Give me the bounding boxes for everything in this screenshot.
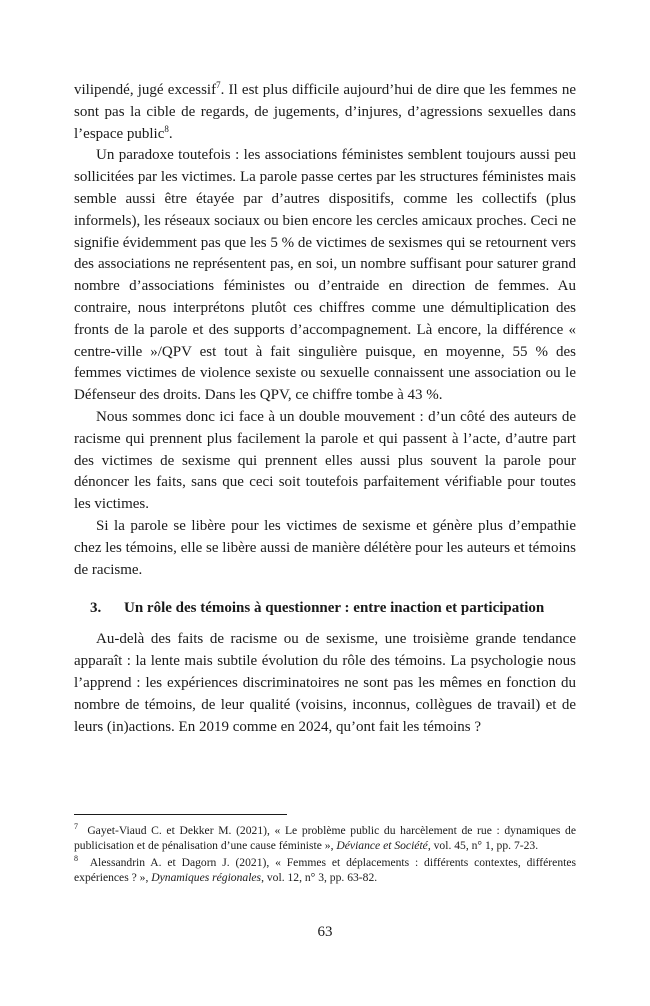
- footnote-7-rest: , vol. 45, n° 1, pp. 7-23.: [427, 839, 539, 852]
- paragraph-2: Un paradoxe toutefois : les associations féministes semblent toujours aussi peu sollicitées par les victimes. La parole passe certes par les structures féministes mais semble aussi être étayée par d’autres dispositifs, comme les collectifs (plus informels), les réseaux sociaux ou bien encore les cercles amicaux proches. Ceci ne signifie évidemment pas que les 5 % de victimes de sexismes qui se retournent vers des associations ne représentent pas, en soi, un nombre suffisant pour saturer grand nombre d’associations féministes ou d’entraide en direction de femmes. Au contraire, nous interprétons plutôt ces chiffres comme une démultiplication des fronts de la parole et des supports d’accompagnement. Là encore, la différence « centre-ville »/QPV est tout à fait singulière puisque, en moyenne, 55 % des femmes victimes de violence sexiste ou sexuelle connaissent une association ou le Défenseur des droits. Dans les QPV, ce chiffre tombe à 43 %.: [74, 147, 576, 404]
- paragraph-1-text-a: vilipendé, jugé excessif: [74, 82, 217, 98]
- paragraph-1: [74, 80, 576, 145]
- paragraph-1-text-b: . Il est plus difficile aujourd’hui de dire que les femmes ne sont pas la cible de regards, de jugements, d’injures, d’agressions sexuelles dans l’espace public: [74, 82, 576, 142]
- footnote-marker-8: 8: [74, 854, 78, 864]
- paragraph-3: Nous sommes donc ici face à un double mouvement : d’un côté des auteurs de racisme qui prennent plus facilement la parole et qui passent à l’acte, d’autre part des victimes de sexisme qui prennent elles aussi plus souvent la parole pour dénoncer les faits, sans que ceci soit toutefois parfaitement vérifiable pour toutes les victimes.: [74, 408, 576, 513]
- footnotes: [74, 823, 576, 887]
- paragraph-4: Si la parole se libère pour les victimes de sexisme et génère plus d’empathie chez les témoins, elle se libère aussi de manière délétère pour les auteurs et témoins de racisme.: [74, 517, 576, 578]
- section-heading: [74, 597, 576, 619]
- footnote-8-journal: Dynamiques régionales: [151, 871, 262, 884]
- footnote-7-text: Gayet-Viaud C. et Dekker M. (2021), « Le problème public du harcèlement de rue : dynamiques de publicisation et de pénalisation d’une cause féministe »,: [74, 824, 577, 852]
- footnote-8: [74, 855, 576, 885]
- footnote-marker-7: 7: [74, 822, 78, 832]
- paragraph-5: Au-delà des faits de racisme ou de sexisme, une troisième grande tendance apparaît : la lente mais subtile évolution du rôle des témoins. La psychologie nous l’apprend : les expériences discriminatoires ne sont pas les mêmes en fonction du nombre de témoins, de leur qualité (voisins, inconnus, collègues de travail) et de leurs (in)actions. En 2019 comme en 2024, qu’ont fait les témoins ?: [74, 631, 576, 735]
- footnote-8-text: Alessandrin A. et Dagorn J. (2021), « Femmes et déplacements : différents contextes, différentes expériences ? »,: [74, 856, 576, 884]
- footnote-ref-7[interactable]: 7: [216, 80, 221, 90]
- page-number: 63: [317, 924, 333, 940]
- paragraph-1-text-c: .: [168, 125, 173, 142]
- footnote-7: [74, 823, 576, 853]
- section-number: 3.: [90, 600, 102, 617]
- footnote-ref-8[interactable]: 8: [164, 123, 169, 134]
- section-title: Un rôle des témoins à questionner : entre inaction et participation: [124, 600, 545, 617]
- page-body: [74, 80, 576, 738]
- footnote-separator: [74, 814, 287, 815]
- footnote-8-rest: , vol. 12, n° 3, pp. 63-82.: [261, 871, 378, 884]
- footnote-7-journal: Déviance et Société: [336, 839, 428, 852]
